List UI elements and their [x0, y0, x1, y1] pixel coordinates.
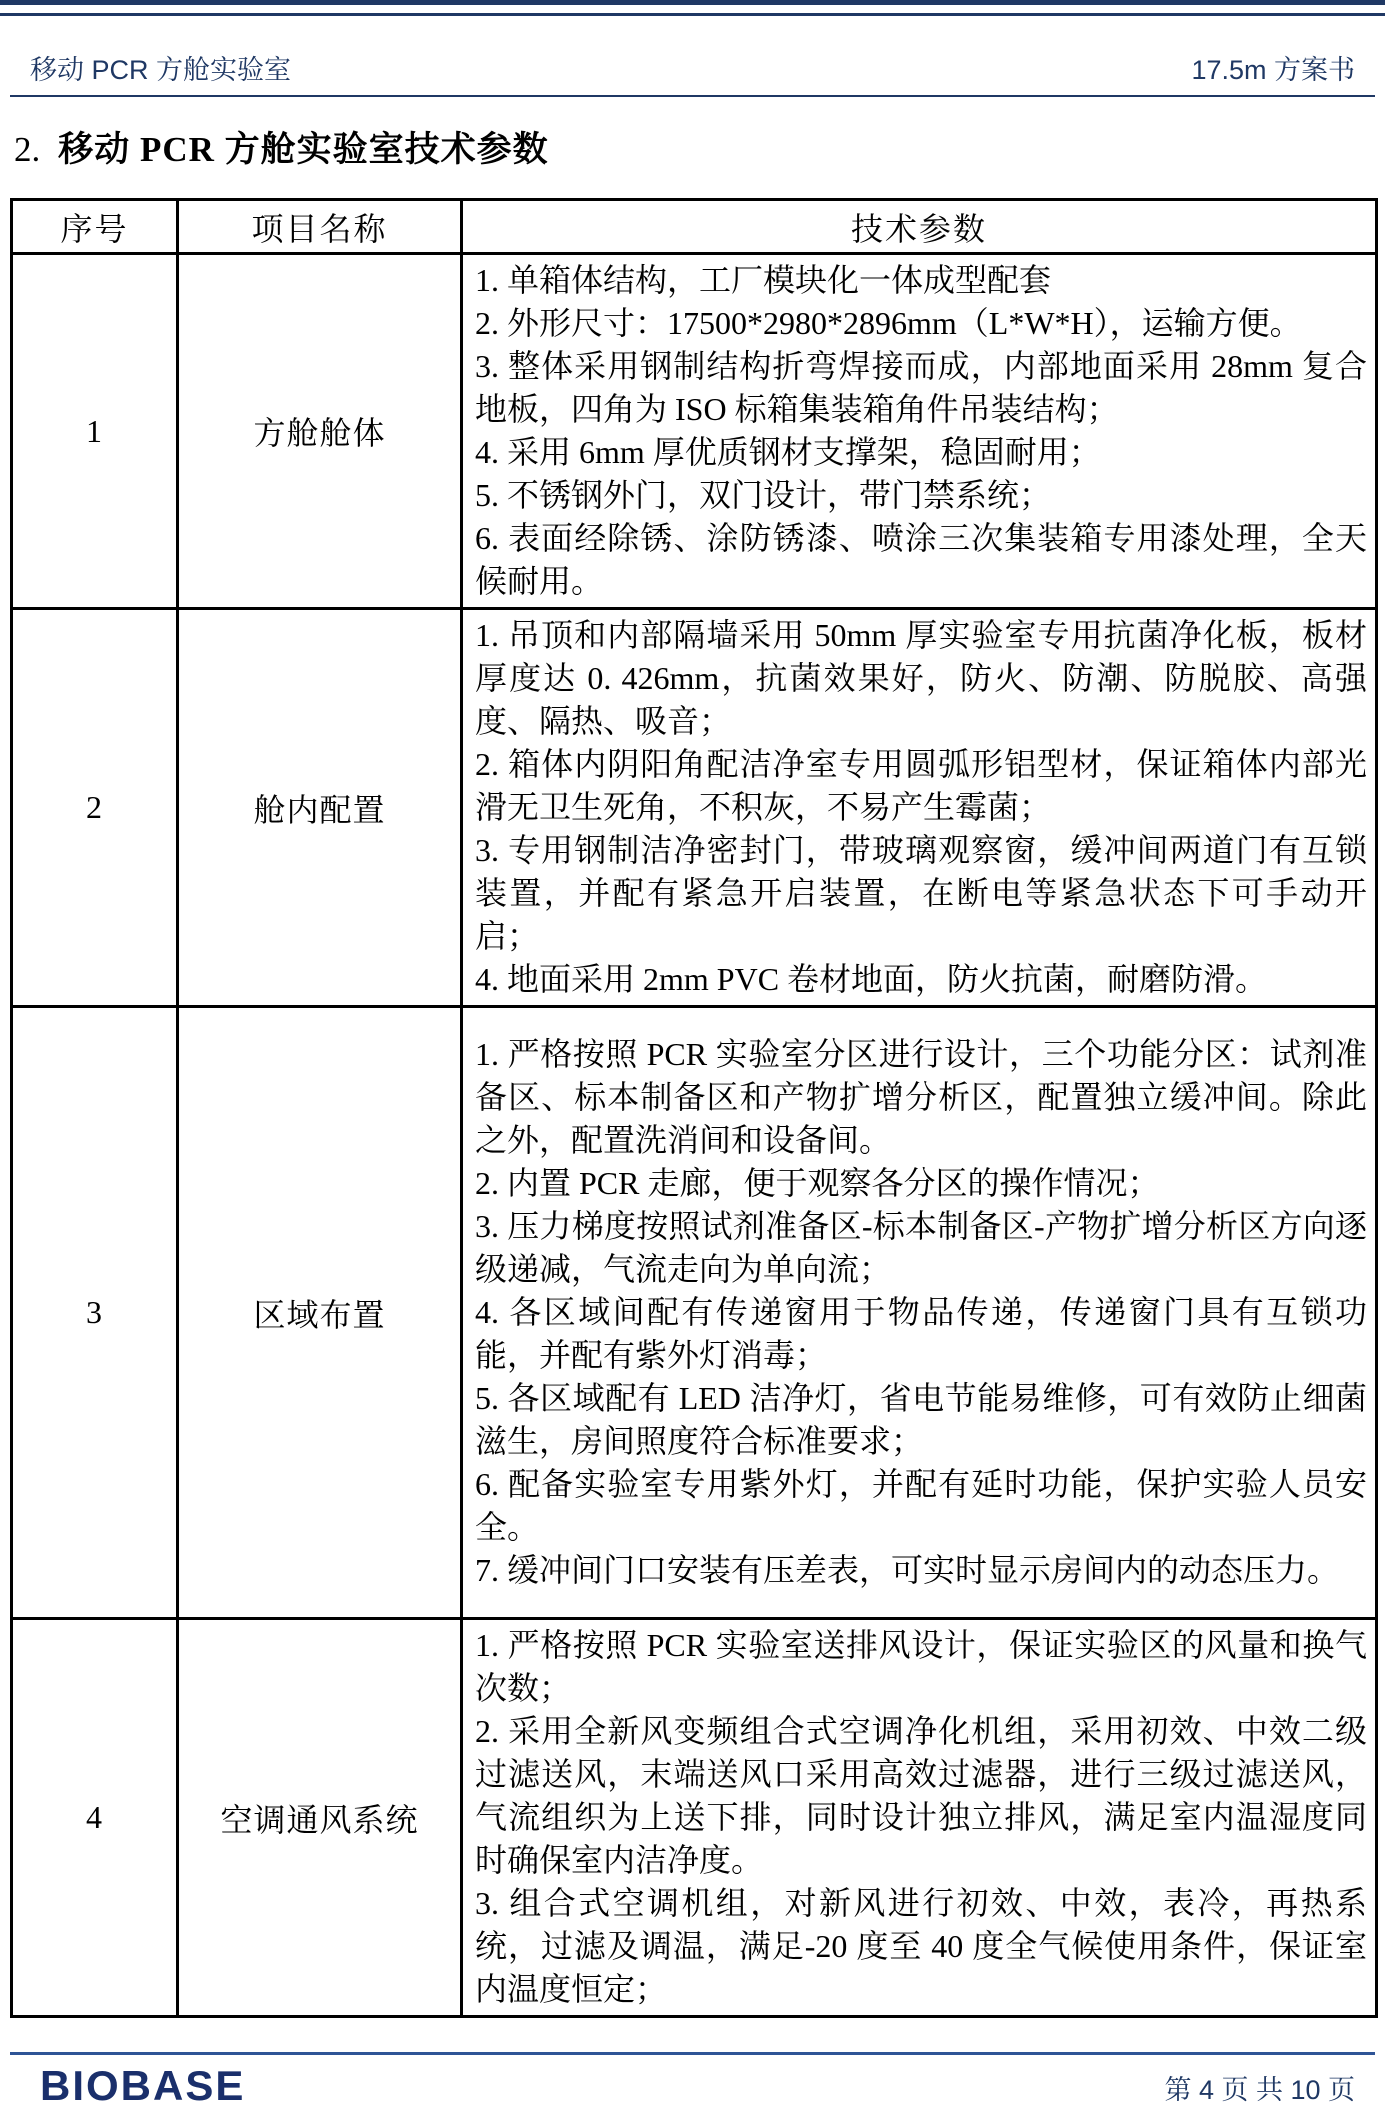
param-line: 4. 地面采用 2mm PVC 卷材地面，防火抗菌，耐磨防滑。: [475, 961, 1268, 997]
param-line: 7. 缓冲间门口安装有压差表，可实时显示房间内的动态压力。: [475, 1552, 1340, 1588]
section-title-number: 2.: [14, 130, 41, 169]
table-header-row: [12, 200, 1377, 254]
row-parameters: [462, 1619, 1377, 2017]
row-number: 1: [12, 254, 178, 609]
table-row: [12, 1619, 1377, 2017]
row-item-name: 方舱舱体: [178, 254, 462, 609]
row-parameters: [462, 1007, 1377, 1619]
param-line: 6. 配备实验室专用紫外灯，并配有延时功能，保护实验人员安全。: [475, 1466, 1367, 1545]
param-line: 2. 外形尺寸：17500*2980*2896mm（L*W*H），运输方便。: [475, 305, 1302, 341]
table-row: [12, 254, 1377, 609]
column-header-item-name: 项目名称: [178, 200, 462, 254]
param-line: 3. 组合式空调机组，对新风进行初效、中效，表冷，再热系统，过滤及调温，满足-20 度至 40 度全气候使用条件，保证室内温度恒定；: [475, 1885, 1367, 2007]
param-line: 4. 采用 6mm 厚优质钢材支撑架，稳固耐用；: [475, 434, 1101, 470]
biobase-logo: BIOBASE: [40, 2062, 246, 2109]
row-parameters: [462, 609, 1377, 1007]
row-item-name: 区域布置: [178, 1007, 462, 1619]
param-line: 2. 采用全新风变频组合式空调净化机组，采用初效、中效二级过滤送风，末端送风口采用高效过滤器，进行三级过滤送风，气流组织为上送下排，同时设计独立排风，满足室内温湿度同时确保室内洁净度。: [475, 1713, 1367, 1878]
column-header-parameters: 技术参数: [462, 200, 1377, 254]
param-line: 3. 整体采用钢制结构折弯焊接而成，内部地面采用 28mm 复合地板，四角为 ISO 标箱集装箱角件吊装结构；: [475, 348, 1367, 427]
row-number: 2: [12, 609, 178, 1007]
row-item-name: 空调通风系统: [178, 1619, 462, 2017]
row-number: 4: [12, 1619, 178, 2017]
row-item-name: 舱内配置: [178, 609, 462, 1007]
top-border-line-thick: [0, 0, 1385, 5]
param-line: 5. 各区域配有 LED 洁净灯，省电节能易维修，可有效防止细菌滋生，房间照度符合标准要求；: [475, 1380, 1367, 1459]
header-left-text: 移动 PCR 方舱实验室: [30, 55, 292, 85]
param-line: 1. 单箱体结构，工厂模块化一体成型配套: [475, 262, 1052, 298]
row-number: 3: [12, 1007, 178, 1619]
page-number: 第 4 页 共 10 页: [1164, 2075, 1355, 2105]
param-line: 1. 严格按照 PCR 实验室分区进行设计，三个功能分区：试剂准备区、标本制备区和产物扩增分析区，配置独立缓冲间。除此之外，配置洗消间和设备间。: [475, 1036, 1367, 1158]
param-line: 1. 严格按照 PCR 实验室送排风设计，保证实验区的风量和换气次数；: [475, 1627, 1367, 1706]
table-row: [12, 1007, 1377, 1619]
row-parameters: [462, 254, 1377, 609]
param-line: 3. 专用钢制洁净密封门，带玻璃观察窗，缓冲间两道门有互锁装置，并配有紧急开启装置，在断电等紧急状态下可手动开启；: [475, 832, 1367, 954]
column-header-index: 序号: [12, 200, 178, 254]
param-line: 6. 表面经除锈、涂防锈漆、喷涂三次集装箱专用漆处理，全天候耐用。: [475, 520, 1367, 599]
param-line: 4. 各区域间配有传递窗用于物品传递，传递窗门具有互锁功能，并配有紫外灯消毒；: [475, 1294, 1367, 1373]
section-title-text: 移动 PCR 方舱实验室技术参数: [58, 130, 549, 169]
param-line: 1. 吊顶和内部隔墙采用 50mm 厚实验室专用抗菌净化板，板材厚度达 0. 426mm，抗菌效果好，防火、防潮、防脱胶、高强度、隔热、吸音；: [475, 617, 1367, 739]
spec-table: [10, 198, 1378, 2018]
section-title: [14, 122, 549, 172]
header-divider-line: [10, 95, 1375, 97]
param-line: 3. 压力梯度按照试剂准备区-标本制备区-产物扩增分析区方向逐级递减，气流走向为单向流；: [475, 1208, 1367, 1287]
table-row: [12, 609, 1377, 1007]
top-border-line-thin: [0, 13, 1385, 16]
param-line: 2. 内置 PCR 走廊，便于观察各分区的操作情况；: [475, 1165, 1160, 1201]
page-header: [30, 48, 1355, 87]
header-right-text: 17.5m 方案书: [1191, 55, 1355, 85]
param-line: 5. 不锈钢外门，双门设计，带门禁系统；: [475, 477, 1052, 513]
param-line: 2. 箱体内阴阳角配洁净室专用圆弧形铝型材，保证箱体内部光滑无卫生死角，不积灰，不易产生霉菌；: [475, 746, 1367, 825]
footer-divider-line: [10, 2052, 1375, 2055]
